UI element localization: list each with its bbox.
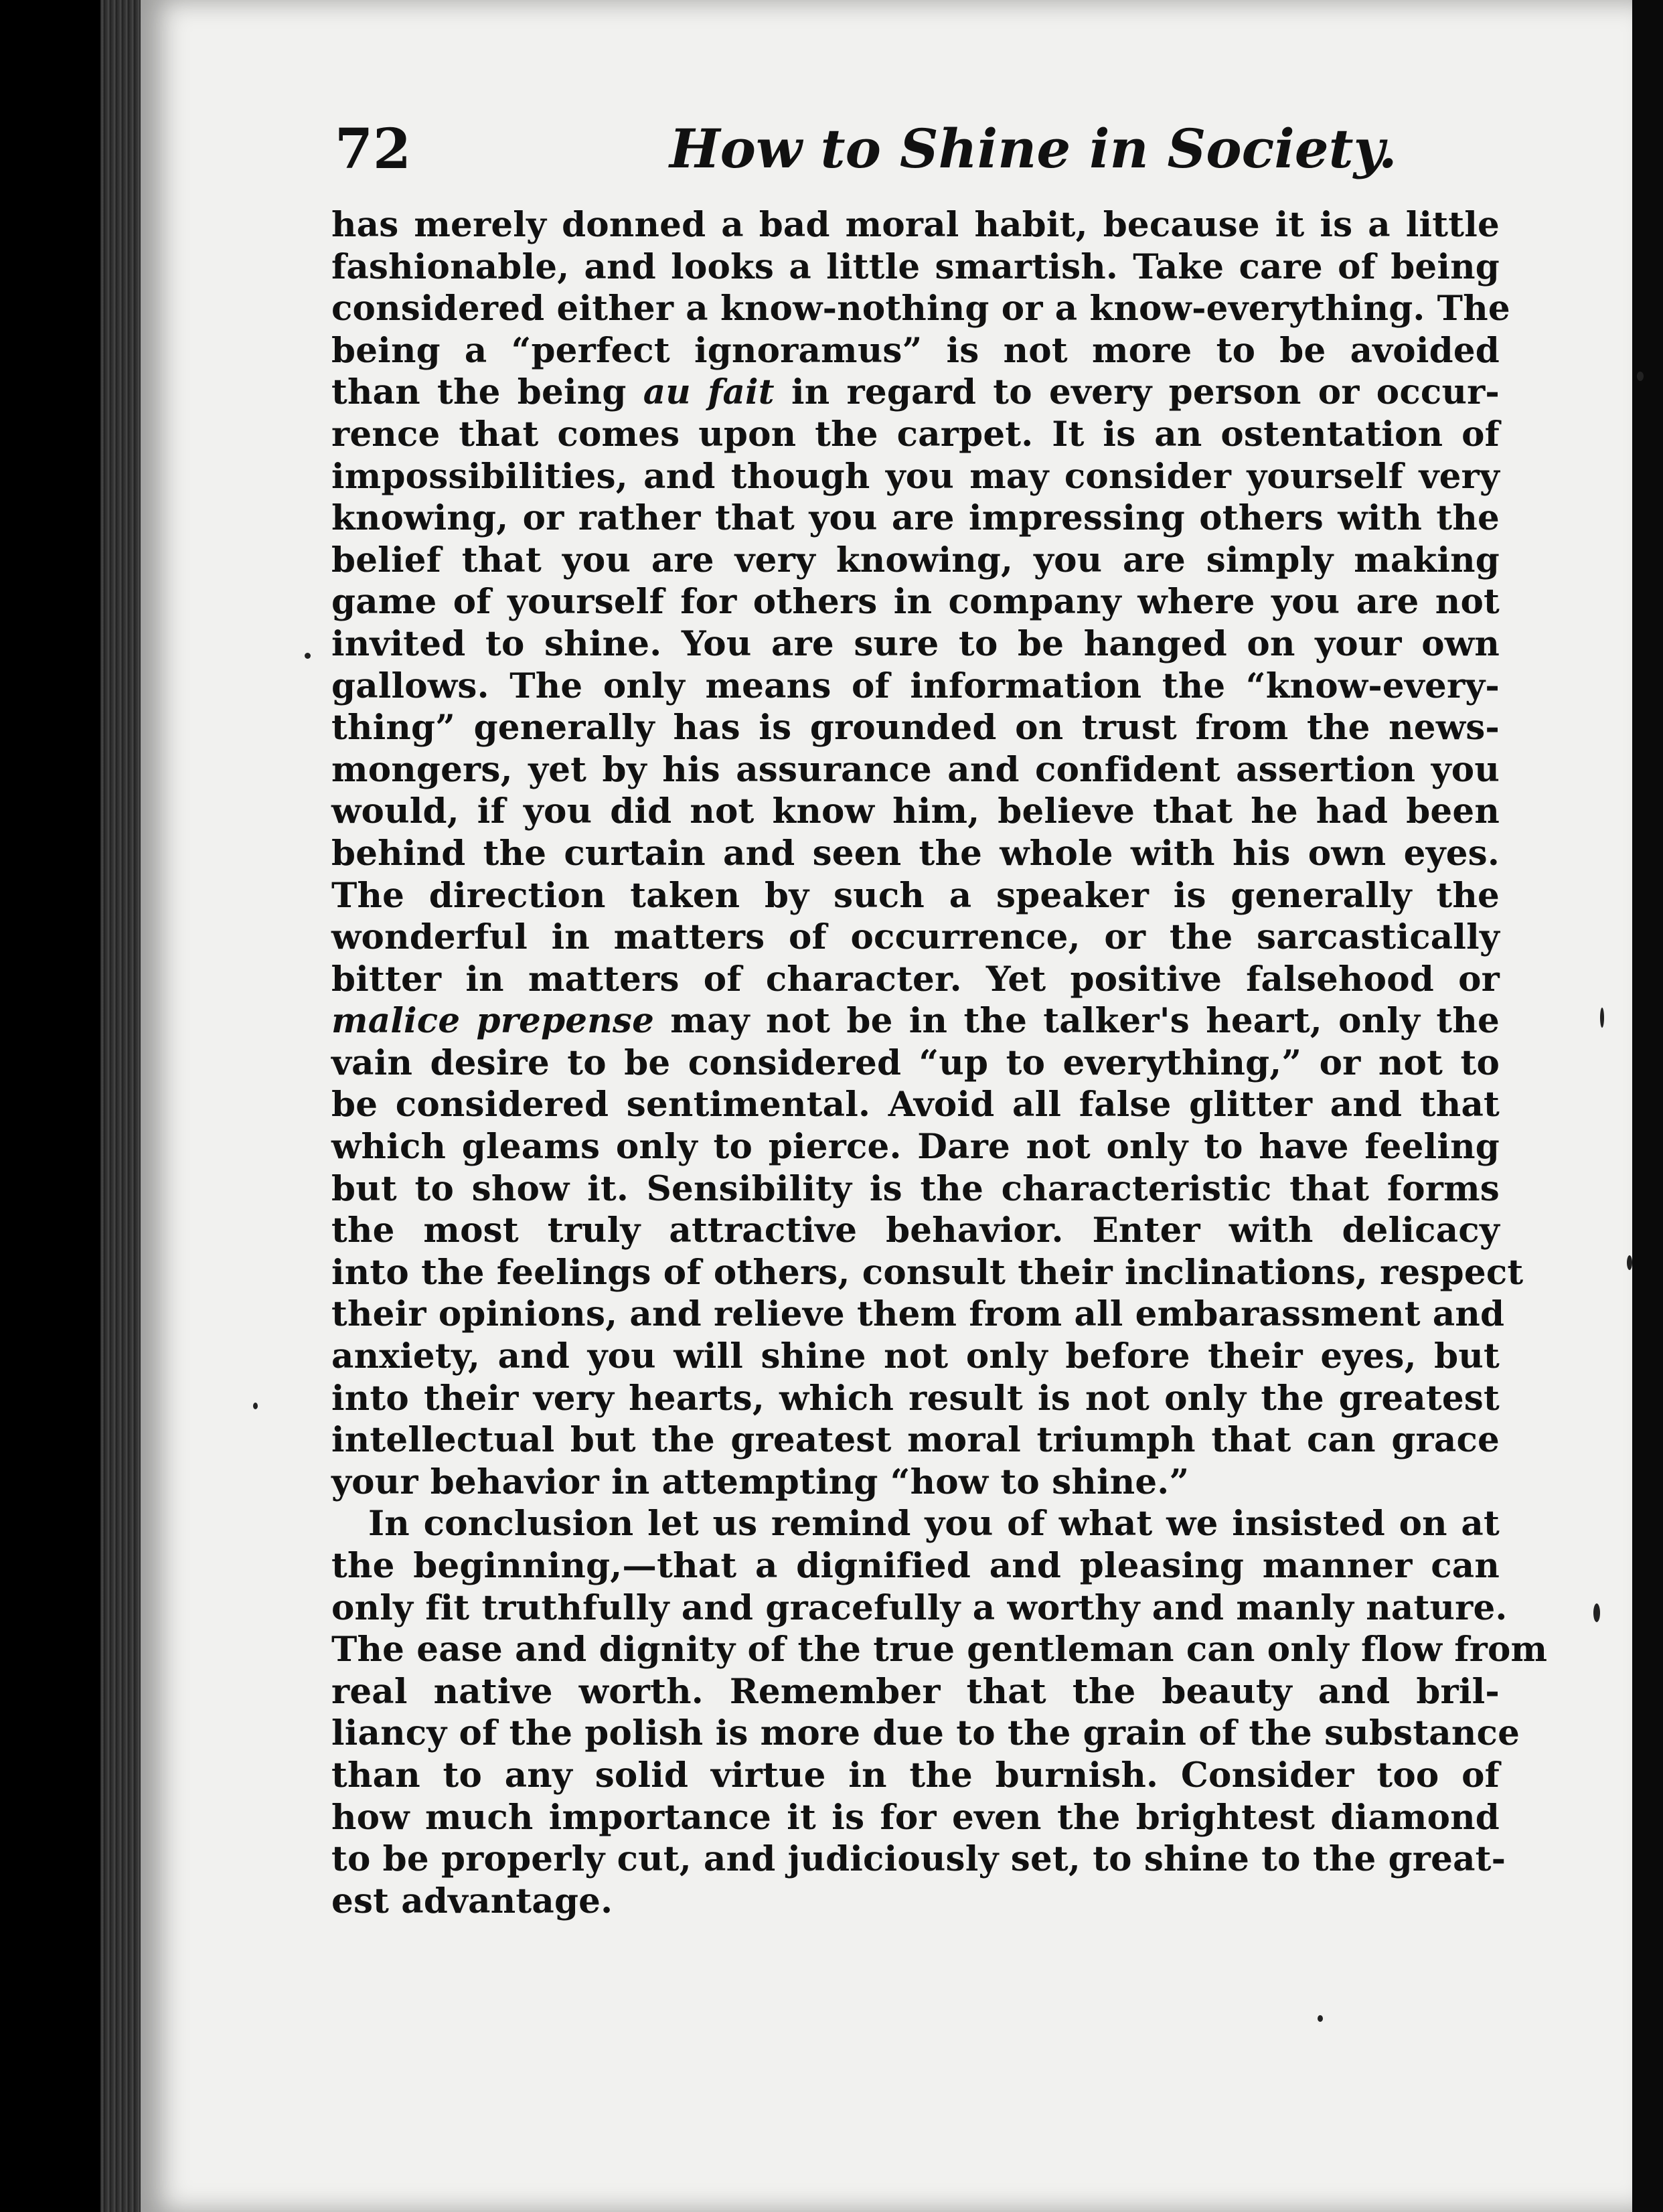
text-line: impossibilities, and though you may consider yourself very: [331, 456, 1500, 497]
text-line: into the feelings of others, consult their inclinations, respect: [331, 1252, 1524, 1293]
text-line: real native worth. Remember that the beauty and bril-: [331, 1671, 1500, 1712]
text-line: only fit truthfully and gracefully a worthy and manly nature.: [331, 1587, 1508, 1628]
text-line: intellectual but the greatest moral triumph that can grace: [331, 1420, 1500, 1461]
body-text: [331, 204, 1548, 1922]
text-line: est advantage.: [331, 1881, 613, 1921]
text-line: but to show it. Sensibility is the characteristic that forms: [331, 1168, 1500, 1209]
text-line: fashionable, and looks a little smartish. Take care of being: [331, 246, 1500, 287]
ink-speck: [1593, 1603, 1600, 1622]
scan-right-border: [1632, 0, 1663, 2212]
ink-speck: [1637, 372, 1644, 381]
paragraph-1: [331, 204, 1524, 1503]
running-title: How to Shine in Society.: [669, 117, 1397, 180]
ink-speck: [253, 1403, 258, 1409]
ink-speck: [1600, 1008, 1604, 1028]
text-line: malice prepense may not be in the talker's heart, only the: [331, 1001, 1500, 1042]
page-number: 72: [335, 117, 412, 181]
text-line: knowing, or rather that you are impressing others with the: [331, 498, 1500, 539]
text-line: thing” generally has is grounded on trust from the news-: [331, 708, 1500, 748]
ink-speck: [1627, 1255, 1632, 1270]
text-line: The direction taken by such a speaker is generally the: [331, 875, 1500, 916]
text-line: which gleams only to pierce. Dare not only to have feeling: [331, 1127, 1500, 1168]
text-line: mongers, yet by his assurance and confident assertion you: [331, 749, 1500, 790]
text-line: their opinions, and relieve them from all embarassment and: [331, 1294, 1505, 1335]
text-line: considered either a know-nothing or a know-everything. The: [331, 289, 1510, 329]
text-line: anxiety, and you will shine not only before their eyes, but: [331, 1336, 1500, 1377]
text-line: In conclusion let us remind you of what we insisted on at: [368, 1504, 1500, 1545]
ink-speck: [1318, 2015, 1323, 2022]
text-line: has merely donned a bad moral habit, because it is a little: [331, 205, 1500, 245]
text-line: would, if you did not know him, believe that he had been: [331, 791, 1500, 832]
text-line: into their very hearts, which result is not only the greatest: [331, 1378, 1500, 1419]
text-line: The ease and dignity of the true gentleman can only flow from: [331, 1630, 1548, 1670]
paragraph-2: [331, 1503, 1548, 1922]
text-line: how much importance it is for even the brightest diamond: [331, 1797, 1500, 1838]
text-line: game of yourself for others in company where you are not: [331, 582, 1500, 623]
text-line: being a “perfect ignoramus” is not more to be avoided: [331, 330, 1500, 371]
text-line: rence that comes upon the carpet. It is an ostentation of: [331, 414, 1500, 455]
text-line: belief that you are very knowing, you are simply making: [331, 540, 1500, 580]
text-line: your behavior in attempting “how to shine.”: [331, 1462, 1190, 1502]
text-line: be considered sentimental. Avoid all false glitter and that: [331, 1085, 1500, 1125]
text-line: bitter in matters of character. Yet positive falsehood or: [331, 959, 1500, 1000]
ink-speck: [305, 653, 311, 659]
text-line: than the being au fait in regard to every person or occur-: [331, 372, 1500, 413]
text-line: the most truly attractive behavior. Enter with delicacy: [331, 1210, 1500, 1251]
text-line: invited to shine. You are sure to be hanged on your own: [331, 623, 1500, 664]
text-line: behind the curtain and seen the whole with his own eyes.: [331, 833, 1500, 874]
text-line: than to any solid virtue in the burnish. Consider too of: [331, 1755, 1500, 1796]
text-line: the beginning,—that a dignified and pleasing manner can: [331, 1546, 1500, 1586]
text-line: wonderful in matters of occurrence, or the sarcastically: [331, 917, 1500, 958]
text-line: gallows. The only means of information the “know-every-: [331, 665, 1500, 706]
running-head: [335, 117, 1567, 191]
text-line: vain desire to be considered “up to everything,” or not to: [331, 1042, 1500, 1083]
text-line: liancy of the polish is more due to the grain of the substance: [331, 1713, 1520, 1754]
text-line: to be properly cut, and judiciously set, to shine to the great-: [331, 1839, 1506, 1880]
